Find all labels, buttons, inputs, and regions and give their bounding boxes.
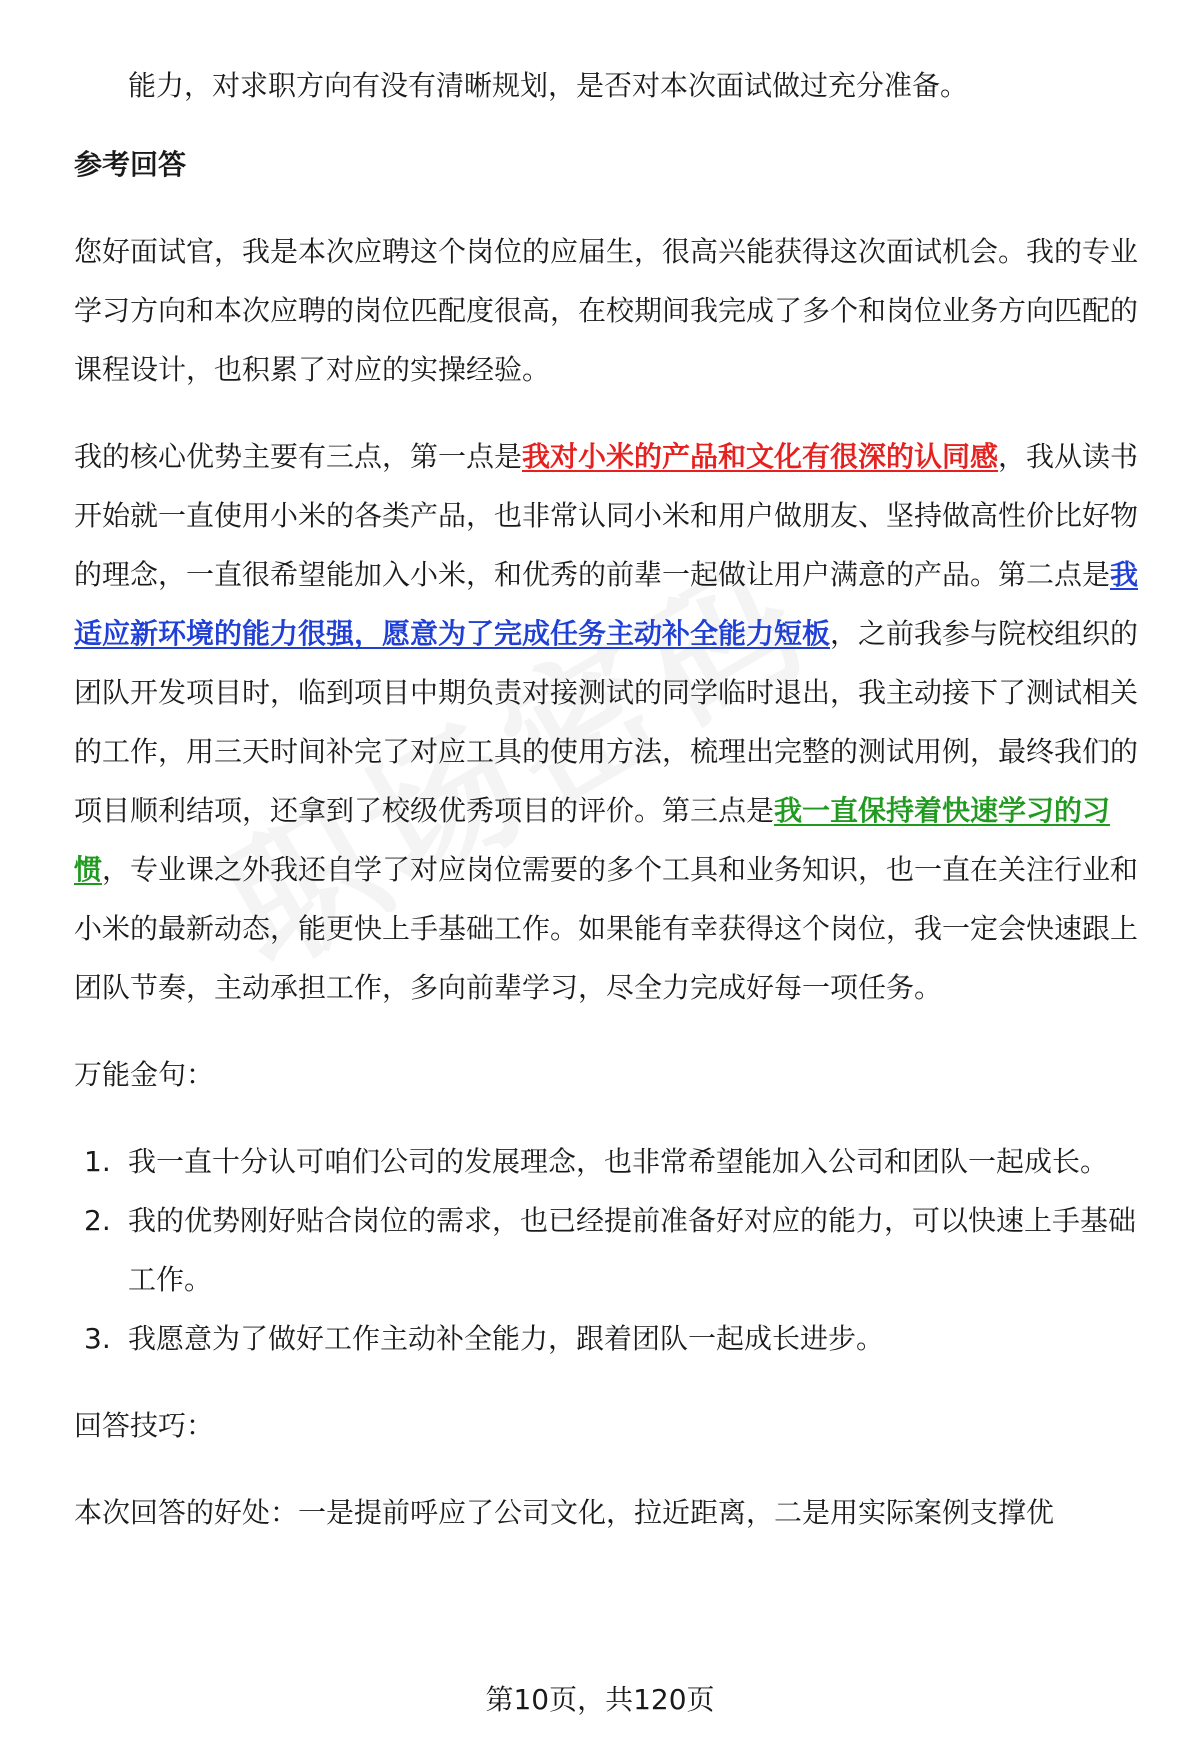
tips-text: 本次回答的好处：一是提前呼应了公司文化，拉近距离，二是用实际案例支撑优	[74, 1496, 1055, 1529]
highlight-red: 我对小米的产品和文化有很深的认同感	[522, 440, 999, 473]
highlight-green: 我一直保持着快速学习的习惯	[74, 794, 1111, 886]
list-item-number: 2.	[84, 1204, 111, 1237]
list-item-text: 我愿意为了做好工作主动补全能力，跟着团队一起成长进步。	[128, 1322, 885, 1355]
list-item	[74, 1191, 1149, 1309]
intro-fragment: 能力，对求职方向有没有清晰规划，是否对本次面试做过充分准备。	[128, 69, 969, 102]
golden-phrases-label: 万能金句：	[74, 1058, 215, 1091]
answer-paragraph-2	[74, 427, 1149, 1017]
para2-segment-4: ，专业课之外我还自学了对应岗位需要的多个工具和业务知识，也一直在关注行业和小米的最新动态，能更快上手基础工作。如果能有幸获得这个岗位，我一定会快速跟上团队节奏，主动承担工作，多向前辈学习，尽全力完成好每一项任务。	[74, 853, 1139, 1004]
list-item	[74, 1309, 1149, 1368]
list-item-number: 3.	[84, 1322, 111, 1355]
answer-paragraph-1: 您好面试官，我是本次应聘这个岗位的应届生，很高兴能获得这次面试机会。我的专业学习方向和本次应聘的岗位匹配度很高，在校期间我完成了多个和岗位业务方向匹配的课程设计，也积累了对应的实操经验。	[74, 235, 1139, 386]
list-item-text: 我一直十分认可咱们公司的发展理念，也非常希望能加入公司和团队一起成长。	[128, 1145, 1109, 1178]
highlight-blue: 我适应新环境的能力很强，愿意为了完成任务主动补全能力短板	[74, 558, 1139, 650]
tips-label: 回答技巧：	[74, 1409, 215, 1442]
list-item-number: 1.	[84, 1145, 111, 1178]
section-heading: 参考回答	[74, 148, 187, 181]
para2-segment-2: ，我从读书开始就一直使用小米的各类产品，也非常认同小米和用户做朋友、坚持做高性价比好物的理念，一直很希望能加入小米，和优秀的前辈一起做让用户满意的产品。第二点是	[74, 440, 1139, 591]
page-content	[74, 56, 1149, 1542]
golden-phrases-list	[74, 1132, 1149, 1368]
para2-segment-1: 我的核心优势主要有三点，第一点是	[74, 440, 523, 473]
list-item	[74, 1132, 1149, 1191]
page-footer: 第10页，共120页	[485, 1683, 715, 1716]
list-item-text: 我的优势刚好贴合岗位的需求，也已经提前准备好对应的能力，可以快速上手基础工作。	[128, 1204, 1137, 1296]
para2-segment-3: ，之前我参与院校组织的团队开发项目时，临到项目中期负责对接测试的同学临时退出，我主动接下了测试相关的工作，用三天时间补完了对应工具的使用方法，梳理出完整的测试用例，最终我们的项目顺利结项，还拿到了校级优秀项目的评价。第三点是	[74, 617, 1139, 827]
